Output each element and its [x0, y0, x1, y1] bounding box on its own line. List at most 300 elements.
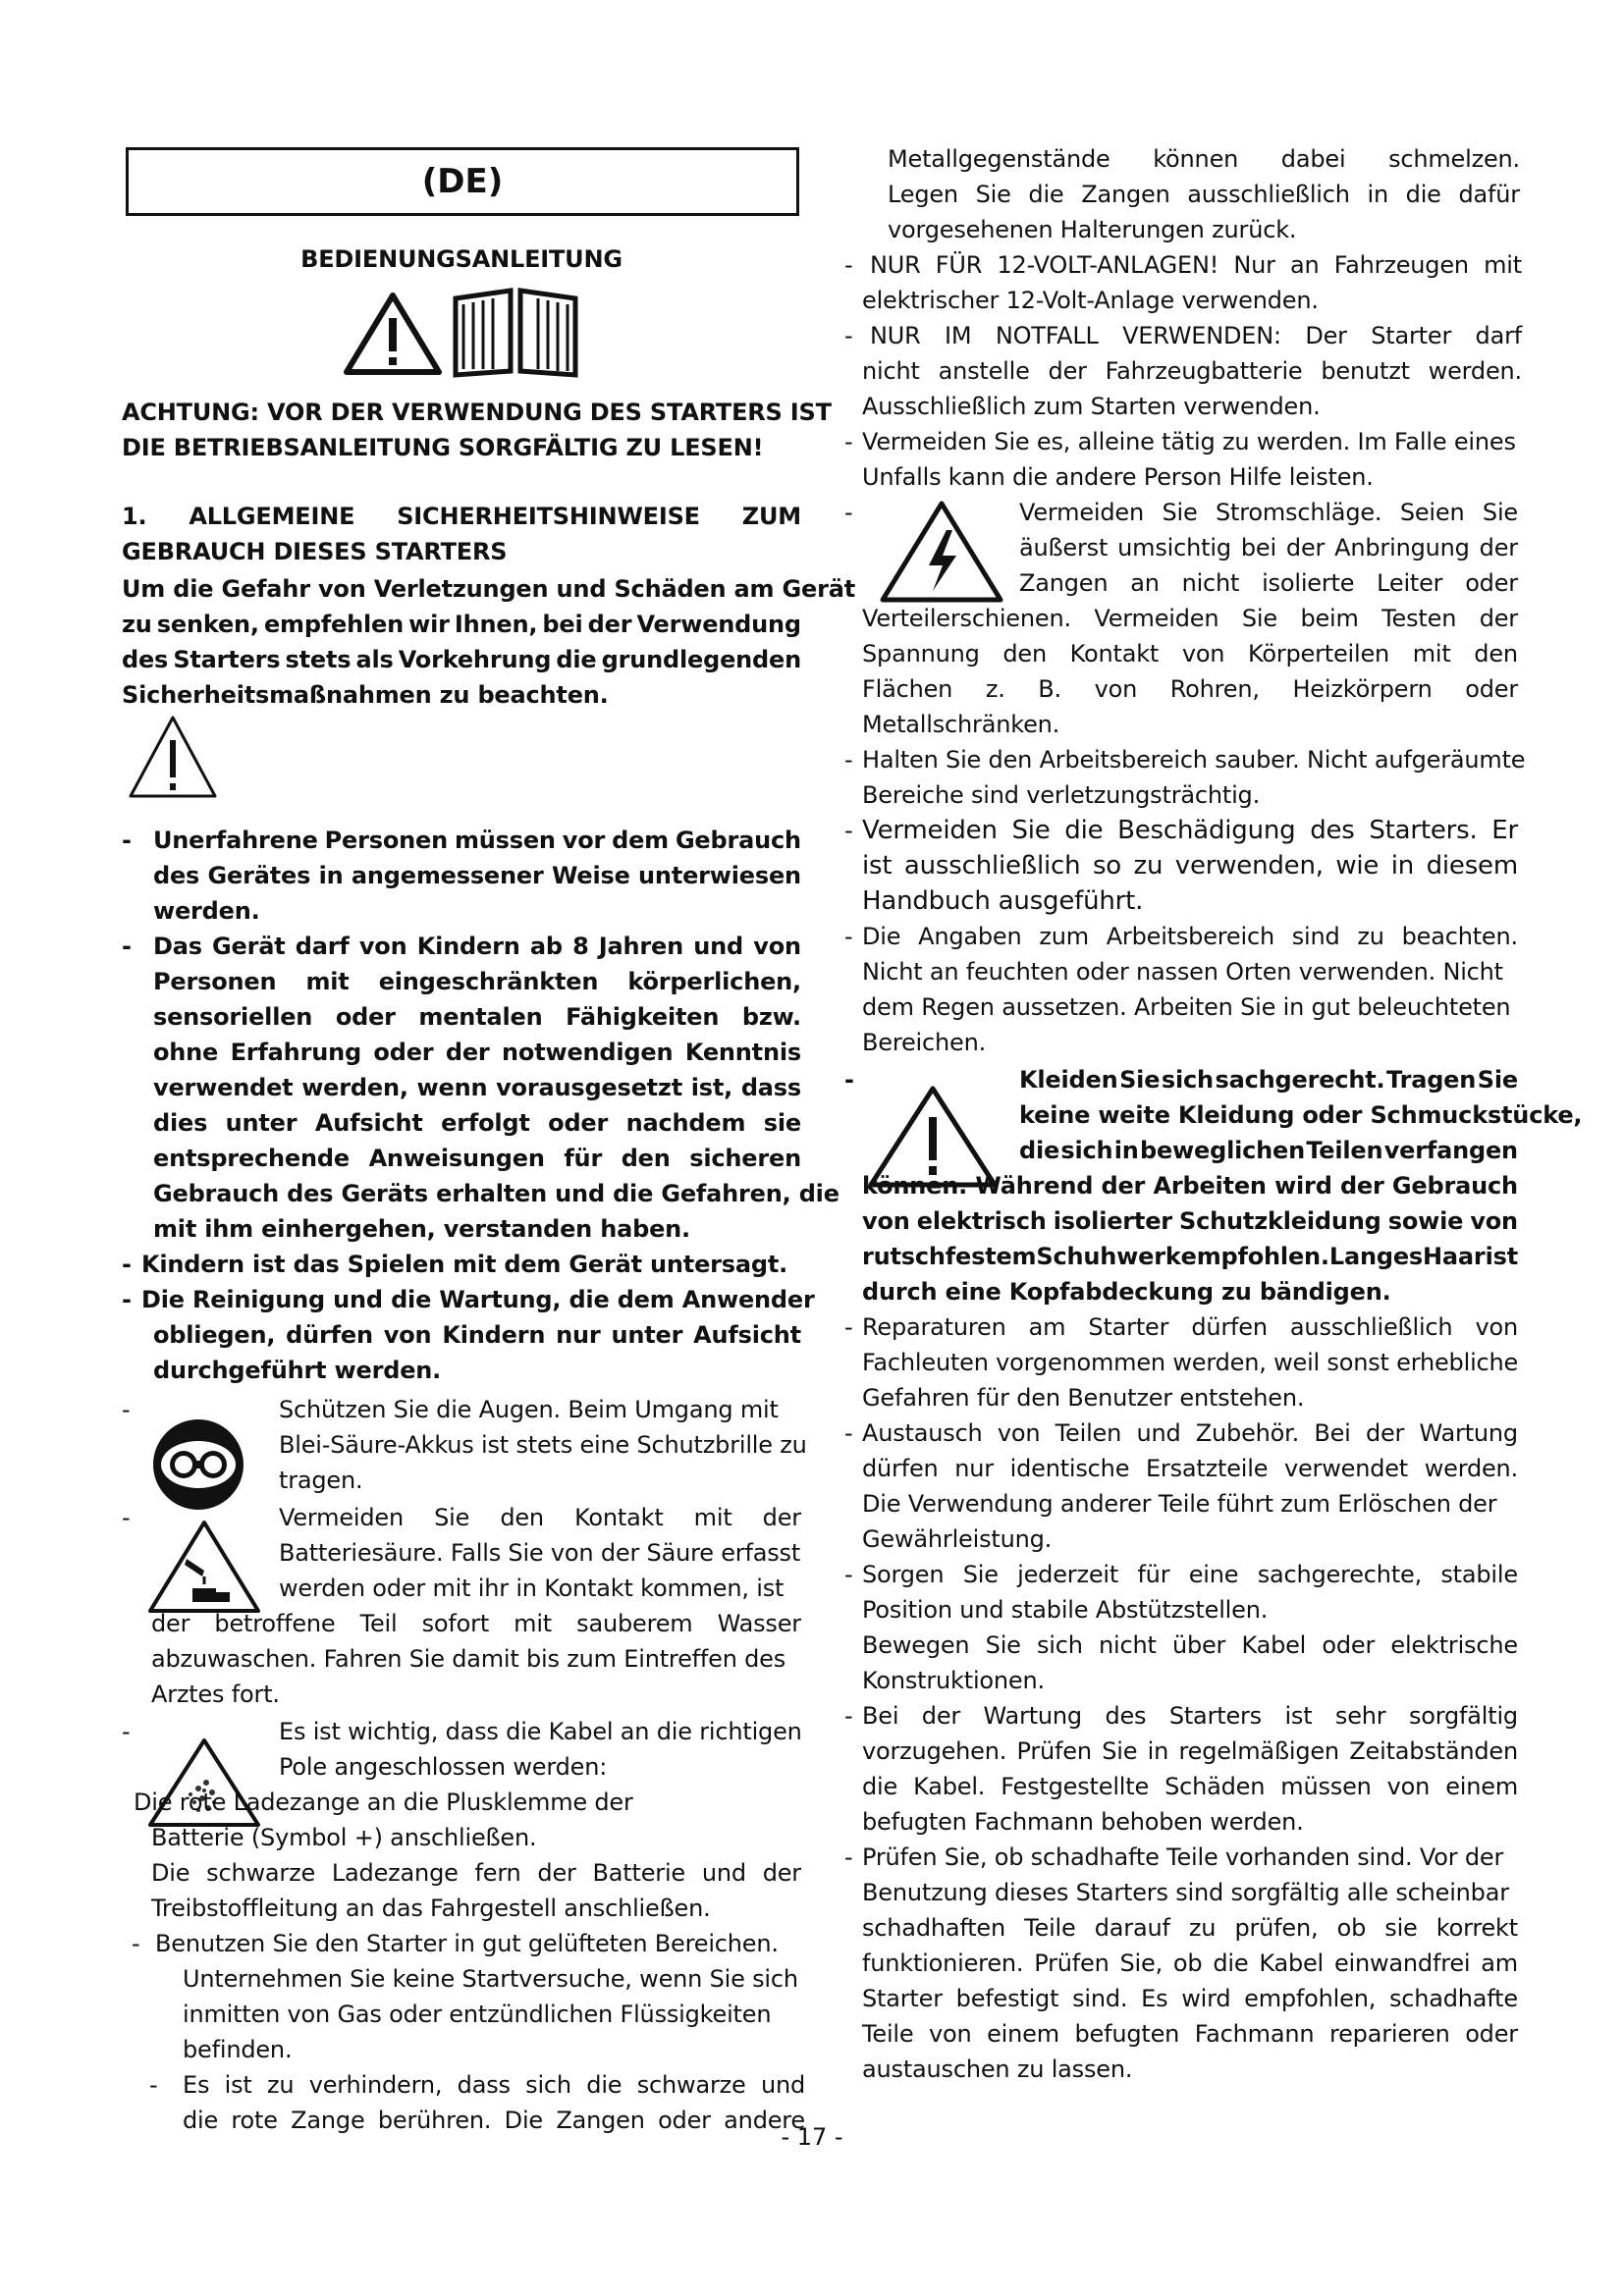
word: Arbeiten [1153, 1172, 1267, 1200]
word: Fähigkeiten [566, 1003, 720, 1031]
word: NUR [870, 251, 921, 279]
word: Es [1141, 1985, 1168, 2012]
word: schadhaften [862, 1914, 1005, 1942]
text-line [862, 1910, 1518, 1946]
word: Gefahren für den Benutzer entstehen. [862, 1384, 1305, 1412]
word: verwendet [153, 1074, 294, 1101]
word: dem [612, 827, 669, 854]
word: Starters [1168, 1702, 1262, 1730]
word: Prüfen [1034, 1949, 1110, 1977]
word: jederzeit [1017, 1561, 1119, 1588]
word: angemessener [351, 862, 544, 889]
word: Sie [1241, 605, 1277, 632]
word: Fachmann [1194, 2020, 1315, 2048]
word: ist [1485, 1243, 1518, 1270]
list-dash: - [132, 1930, 140, 1957]
word: oder [373, 1039, 434, 1066]
word: Sie [975, 181, 1011, 208]
word: Bereichen. [862, 1029, 987, 1056]
word: Sie [1482, 499, 1518, 526]
word: Bereiche sind verletzungsträchtig. [862, 781, 1261, 809]
word: umsichtig [1117, 534, 1231, 561]
text-line [862, 1486, 1496, 1522]
word: für [564, 1145, 603, 1172]
text-line [862, 1663, 1045, 1698]
text-line [151, 1855, 801, 1891]
word: Sie [1102, 1737, 1138, 1765]
word: am [1028, 1313, 1066, 1341]
word: Schäden [1164, 1773, 1266, 1800]
text-line [862, 601, 1518, 636]
word: sehr [1334, 1702, 1386, 1730]
text-line [279, 1749, 607, 1785]
word: Bei [1314, 1419, 1351, 1447]
text-line [279, 1427, 807, 1463]
text-line [153, 858, 801, 893]
word: funktionieren. [862, 1949, 1024, 1977]
word: Gebrauch [1391, 1172, 1518, 1200]
word: an [1130, 569, 1160, 597]
word: der [1479, 534, 1518, 561]
word: empfohlen. [1180, 1243, 1329, 1270]
word: wird [1181, 1985, 1231, 2012]
text-line [151, 1677, 280, 1712]
text-line [122, 677, 609, 713]
word: verwenden, [1174, 851, 1324, 881]
text-line [122, 571, 855, 607]
word: von [1094, 675, 1138, 703]
word: können. [862, 1172, 968, 1200]
word: korrekt [1435, 1914, 1518, 1942]
text-line [862, 1309, 1518, 1345]
word: regelmäßigen [1178, 1737, 1339, 1765]
word: Arbeitsbereich [1106, 923, 1274, 950]
word: Körperteilen [1248, 640, 1390, 667]
word: Um die Gefahr von Verletzungen und Schäden am Gerät [122, 575, 855, 603]
word: Metallgegenstände [888, 145, 1110, 173]
word: Starter [862, 1985, 943, 2012]
text-line [862, 777, 1260, 813]
word: bei [542, 611, 583, 638]
word: bzw. [741, 1003, 801, 1031]
text-line [862, 1203, 1518, 1239]
word: an [1290, 251, 1320, 279]
text-line [862, 1522, 1052, 1557]
text-line [153, 964, 801, 999]
word: Leiter [1377, 569, 1443, 597]
text-line [153, 999, 801, 1035]
word: andere [724, 2107, 805, 2134]
text-line [279, 1500, 801, 1535]
manual-title: BEDIENUNGSANLEITUNG [300, 245, 623, 273]
word: diesem [1426, 851, 1518, 881]
text-line [122, 642, 801, 677]
list-dash: - [122, 1251, 132, 1278]
word: verwendet [1283, 1455, 1409, 1482]
word: Der [1305, 322, 1347, 349]
word: befinden. [183, 2036, 293, 2063]
word: Zangen [1081, 181, 1170, 208]
word: oder [1322, 1631, 1376, 1659]
word: nur [556, 1321, 601, 1349]
word: die [1064, 816, 1104, 845]
word: ab [529, 933, 563, 960]
word: Konstruktionen. [862, 1667, 1045, 1694]
word: ob [1336, 1914, 1367, 1942]
word: nicht [1181, 569, 1240, 597]
word: von [862, 1207, 910, 1235]
word: beweglichen [1139, 1137, 1305, 1164]
word: Batterie [592, 1859, 685, 1887]
word: wird [1274, 1172, 1332, 1200]
word: keine weite Kleidung oder Schmuckstücke, [1019, 1101, 1583, 1129]
word: zu [122, 611, 152, 638]
word: Teilen [1055, 1419, 1122, 1447]
text-line [153, 1035, 801, 1070]
word: die [1028, 181, 1064, 208]
word: zum [1039, 923, 1089, 950]
word: Kindern [442, 1321, 546, 1349]
word: Fahrzeugbatterie [1105, 357, 1303, 385]
word: Die [504, 2107, 543, 2134]
text-line [153, 1105, 801, 1141]
text-line [862, 1380, 1304, 1415]
text-line [870, 247, 1522, 283]
word: am [1481, 1949, 1518, 1977]
word: Kabel. [913, 1773, 986, 1800]
text-line [862, 1769, 1518, 1804]
word: der [1285, 534, 1326, 561]
word: durchgeführt werden. [153, 1357, 442, 1384]
word: dürfen [862, 1455, 939, 1482]
word: Er [1491, 816, 1518, 845]
word: Während [975, 1172, 1094, 1200]
word: des [1310, 816, 1355, 845]
word: die [862, 1773, 898, 1800]
word: sachgerecht. [1215, 1066, 1385, 1094]
word: dürfen [286, 1321, 373, 1349]
text-line [122, 395, 832, 430]
word: Unternehmen Sie keine Startversuche, wenn Sie sich [183, 1965, 798, 1993]
word: Benutzen Sie den Starter in gut gelüfteten Bereichen. [155, 1930, 779, 1957]
word: den [1474, 640, 1518, 667]
word: befugten Fachmann behoben werden. [862, 1808, 1304, 1836]
text-line [862, 813, 1518, 848]
word: sich [1036, 1631, 1083, 1659]
word: werden. [153, 897, 260, 925]
text-line [862, 1981, 1518, 2016]
text-line [862, 2016, 1518, 2052]
text-line [862, 1168, 1518, 1203]
word: Zange [291, 2107, 365, 2134]
text-line [153, 823, 801, 858]
word: Anweisungen [368, 1145, 545, 1172]
word: der [1101, 1172, 1146, 1200]
word: einem [1445, 1773, 1518, 1800]
word: ist [862, 851, 893, 881]
list-dash: - [149, 2071, 158, 2099]
word: den [621, 1145, 671, 1172]
word: obliegen, [153, 1321, 276, 1349]
word: Anbringung [1334, 534, 1470, 561]
text-line [862, 1592, 1268, 1628]
word: mit [1484, 251, 1522, 279]
word: werden oder mit ihr in Kontakt kommen, ist [279, 1575, 785, 1602]
word: darauf [1094, 1914, 1170, 1942]
word: mit [305, 968, 350, 995]
text-line [151, 1891, 711, 1926]
word: befugten [1074, 2020, 1180, 2048]
word: notwendigen [502, 1039, 674, 1066]
word: Starters [173, 646, 281, 673]
list-dash: - [844, 1419, 853, 1447]
word: sich [1161, 1066, 1214, 1094]
word: dem Regen aussetzen. Arbeiten Sie in gut beleuchteten [862, 993, 1511, 1021]
text-line [862, 1734, 1518, 1769]
word: der [921, 1702, 961, 1730]
word: des [122, 646, 169, 673]
word: Schutzkleidung [1179, 1207, 1381, 1235]
word: für [1137, 1561, 1170, 1588]
word: Es ist wichtig, dass die Kabel an die richtigen [279, 1718, 802, 1745]
word: Heizkörpern [1292, 675, 1433, 703]
text-line [862, 1451, 1518, 1486]
text-line [862, 1804, 1304, 1840]
word: austauschen zu lassen. [862, 2056, 1133, 2083]
word: in [1390, 851, 1415, 881]
word: 12-VOLT-ANLAGEN! [997, 251, 1219, 279]
list-dash: - [122, 933, 132, 960]
text-line [1019, 1133, 1518, 1168]
word: Erfahrung [230, 1039, 361, 1066]
list-dash: - [844, 1843, 853, 1871]
word: äußerst [1019, 534, 1109, 561]
text-line [122, 607, 801, 642]
word: Halten Sie den Arbeitsbereich sauber. Nicht aufgeräumte [862, 746, 1526, 774]
word: senken, [156, 611, 259, 638]
word: Festgestellte [1001, 1773, 1150, 1800]
word: zu [1188, 1914, 1217, 1942]
word: anstelle [938, 357, 1030, 385]
word: den [1002, 640, 1047, 667]
word: Gerätes [207, 862, 311, 889]
text-line [862, 989, 1510, 1025]
text-line [862, 1025, 986, 1060]
word: isolierte [1262, 569, 1355, 597]
word: NUR [870, 322, 921, 349]
word: in [1113, 1137, 1139, 1164]
word: und [701, 1859, 746, 1887]
word: verhindern, [308, 2071, 443, 2099]
list-dash: - [122, 1286, 132, 1313]
word: nicht [862, 357, 920, 385]
text-line [1019, 1062, 1518, 1097]
word: Vermeiden [862, 816, 998, 845]
word: Zangen [556, 2107, 645, 2134]
word: berühren. [377, 2107, 492, 2134]
word: sie [763, 1109, 801, 1137]
text-line [888, 141, 1520, 177]
warning-triangle-icon [344, 293, 442, 375]
word: einem [987, 2020, 1059, 2048]
word: nicht [1099, 1631, 1157, 1659]
list-dash: - [844, 1066, 854, 1094]
word: Prüfen Sie, ob schadhafte Teile vorhanden sind. Vor der [862, 1843, 1504, 1871]
word: darf [295, 933, 350, 960]
word: Fachleuten vorgenommen werden, weil sonst erhebliche [862, 1349, 1519, 1376]
word: oder [1465, 675, 1518, 703]
text-line [279, 1571, 784, 1606]
text-line [151, 1641, 785, 1677]
text-line [151, 1606, 801, 1641]
word: unterwiesen [638, 862, 801, 889]
word: Bei [862, 1702, 899, 1730]
text-line [279, 1714, 802, 1749]
word: Tragen [1386, 1066, 1477, 1094]
text-line [862, 883, 1143, 919]
text-line [862, 2052, 1132, 2087]
goggles-icon [151, 1417, 245, 1512]
text-line [862, 742, 1525, 777]
word: Vermeiden [1019, 499, 1144, 526]
word: als [355, 646, 394, 673]
word: SICHERHEITSHINWEISE [397, 503, 700, 530]
word: der [537, 1859, 576, 1887]
word: Bewegen [862, 1631, 970, 1659]
word: schwarze [206, 1859, 316, 1887]
word: mentalen [418, 1003, 543, 1031]
word: Nur [1233, 251, 1275, 279]
word: werden. [1428, 357, 1522, 385]
text-line [862, 1840, 1503, 1875]
word: abzuwaschen. Fahren Sie damit bis zum Eintreffen des [151, 1645, 786, 1673]
word: Sie [1477, 1066, 1518, 1094]
word: vor [562, 827, 606, 854]
word: Vermeiden [279, 1504, 404, 1531]
word: Stromschläge. [1215, 499, 1382, 526]
word: dürfen [1191, 1313, 1268, 1341]
word: der [445, 1039, 490, 1066]
word: sicheren [689, 1145, 801, 1172]
word: Prüfen [1016, 1737, 1092, 1765]
word: Teil [359, 1610, 398, 1637]
word: Es [183, 2071, 210, 2099]
word: ZUM [741, 503, 801, 530]
word: Blei-Säure-Akkus ist stets eine Schutzbrille zu [279, 1431, 807, 1459]
word: beim [1300, 605, 1359, 632]
word: elektrisch [916, 1207, 1047, 1235]
page-number: - 17 - [781, 2123, 843, 2151]
word: Angaben [918, 923, 1022, 950]
word: Batterie (Symbol +) anschließen. [151, 1824, 537, 1851]
word: Gebrauch des Geräts erhalten und die Gefahren, die [153, 1180, 839, 1207]
text-line [183, 2032, 292, 2067]
word: Schuhwerk [1036, 1243, 1181, 1270]
text-line [862, 636, 1518, 671]
word: oder [548, 1109, 609, 1137]
word: sowie [1387, 1207, 1464, 1235]
word: der [587, 611, 632, 638]
word: dass [740, 1074, 801, 1101]
word: Weise [551, 862, 630, 889]
word: des [1105, 1702, 1147, 1730]
word: Batteriesäure. Falls Sie von der Säure erfasst [279, 1539, 801, 1567]
word: rote [231, 2107, 278, 2134]
word: dabei [1280, 145, 1346, 173]
word: von [383, 1321, 432, 1349]
word: Schützen Sie die Augen. Beim Umgang mit [279, 1396, 779, 1423]
word: von [929, 2020, 972, 2048]
word: vorausgesetzt [496, 1074, 682, 1101]
list-dash: - [122, 1718, 131, 1745]
word: sich [1060, 1137, 1113, 1164]
warning-triangle-icon [128, 715, 218, 799]
text-line [183, 1961, 798, 1997]
word: die [1213, 1949, 1249, 1977]
word: in [318, 862, 344, 889]
word: Nicht an feuchten oder nassen Orten verwenden. Nicht [862, 958, 1503, 986]
text-line [862, 671, 1518, 707]
word: elektrischer 12-Volt-Anlage verwenden. [862, 287, 1319, 314]
word: ist [1284, 1702, 1313, 1730]
word: prüfen, [1234, 1914, 1319, 1942]
word: Starter [1088, 1313, 1169, 1341]
word: zu [266, 2071, 295, 2099]
word: Gebrauch [675, 827, 801, 854]
word: Unfalls kann die andere Person Hilfe leisten. [862, 463, 1374, 491]
text-line [122, 430, 763, 465]
word: Sie [434, 1504, 470, 1531]
text-line [1019, 1097, 1582, 1133]
word: Kleiden [1019, 1066, 1118, 1094]
text-line [862, 283, 1319, 318]
word: Kenntnis [684, 1039, 801, 1066]
word: schwarze [636, 2071, 746, 2099]
word: wenn [416, 1074, 488, 1101]
word: Die rote Ladezange an die Plusklemme der [134, 1789, 633, 1816]
word: Metallschränken. [862, 711, 1060, 738]
text-line [141, 1282, 815, 1317]
word: mit [693, 1504, 732, 1531]
word: Kindern ist das Spielen mit dem Gerät untersagt. [141, 1251, 788, 1278]
word: Starter [1371, 322, 1452, 349]
text-line [862, 1239, 1518, 1274]
text-line [279, 1535, 800, 1571]
word: werden. [1424, 1455, 1518, 1482]
text-line [862, 1946, 1518, 1981]
text-line [153, 893, 260, 929]
list-dash: - [844, 251, 853, 279]
word: Legen [888, 181, 958, 208]
word: wie [1335, 851, 1380, 881]
word: dafür [1458, 181, 1520, 208]
text-line [862, 1345, 1518, 1380]
word: von [1386, 1773, 1431, 1800]
word: B. [1038, 675, 1061, 703]
word: stabile [1440, 1561, 1518, 1588]
word: ACHTUNG: VOR DER VERWENDUNG DES STARTERS IST [122, 399, 832, 426]
text-line [862, 353, 1522, 389]
word: darf [1475, 322, 1522, 349]
word: der [1048, 357, 1087, 385]
word: oder [658, 2107, 711, 2134]
word: Vermeiden Sie es, alleine tätig zu werden. Im Falle eines [862, 428, 1516, 455]
text-line [183, 2067, 805, 2103]
word: erfolgt [441, 1109, 530, 1137]
word: Beschädigung [1117, 816, 1296, 845]
word: oder [335, 1003, 396, 1031]
word: Spannung [862, 640, 980, 667]
